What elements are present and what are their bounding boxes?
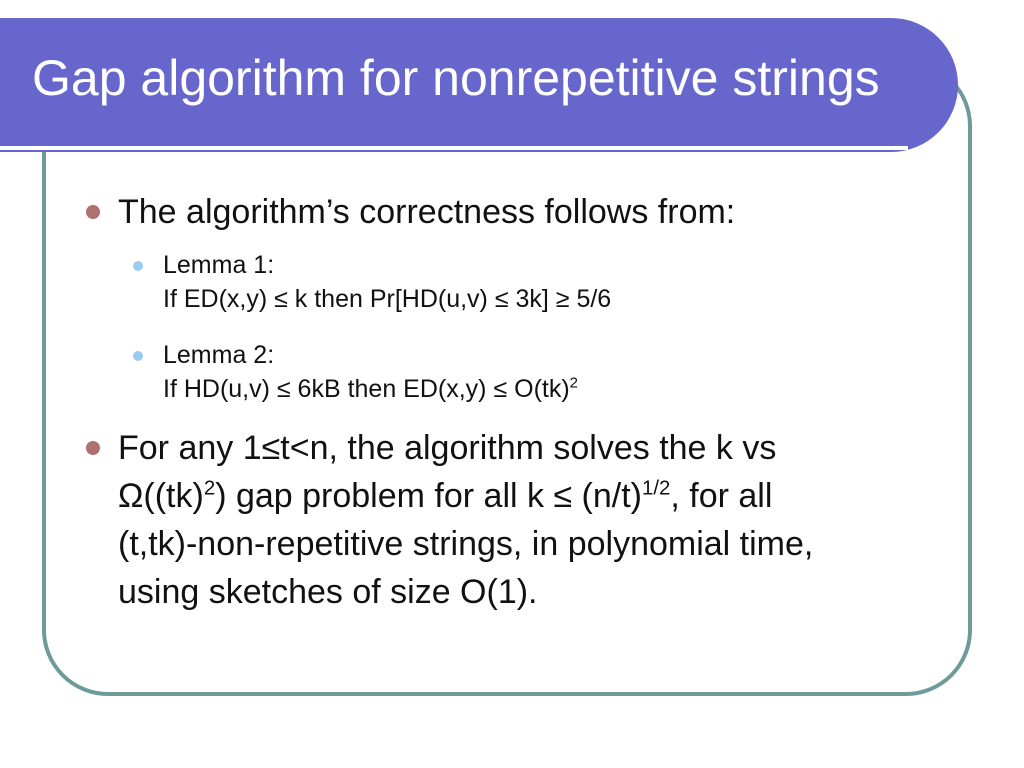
lemma-statement-main: If HD(u,v) ≤ 6kB then ED(x,y) ≤ O(tk) (163, 375, 570, 403)
lemma-statement (163, 372, 923, 406)
sub-bullet-lemma-1 (163, 248, 923, 316)
lemma-statement: If ED(x,y) ≤ k then Pr[HD(u,v) ≤ 3k] ≥ 5/6 (163, 285, 612, 313)
bullet-text: The algorithm’s correctness follows from: (118, 193, 736, 231)
sub-bullet-lemma-2 (163, 338, 923, 406)
sub-bullet-dot-icon (133, 351, 143, 361)
superscript: 2 (569, 374, 579, 392)
lemma-heading: Lemma 1: (163, 251, 275, 279)
bullet-line-3: (t,tk)-non-repetitive strings, in polynomial time, (118, 525, 814, 563)
superscript: 2 (203, 477, 216, 500)
sub-bullet-dot-icon (133, 261, 143, 271)
bullet-line-1: For any 1≤t<n, the algorithm solves the k vs (118, 429, 777, 467)
text-fragment: , for all (670, 477, 773, 515)
lemma-heading: Lemma 2: (163, 341, 275, 369)
superscript: 1/2 (642, 477, 671, 500)
bullet-dot-icon (86, 205, 100, 219)
slide-title: Gap algorithm for nonrepetitive strings (32, 50, 880, 106)
text-fragment: Ω((tk) (118, 477, 204, 515)
bullet-dot-icon (86, 441, 100, 455)
bullet-correctness (118, 188, 938, 236)
bullet-line-2 (118, 472, 938, 520)
bullet-gap-result (118, 424, 938, 616)
bullet-line-4: using sketches of size O(1). (118, 573, 538, 611)
text-fragment: ) gap problem for all k ≤ (n/t) (215, 477, 642, 515)
